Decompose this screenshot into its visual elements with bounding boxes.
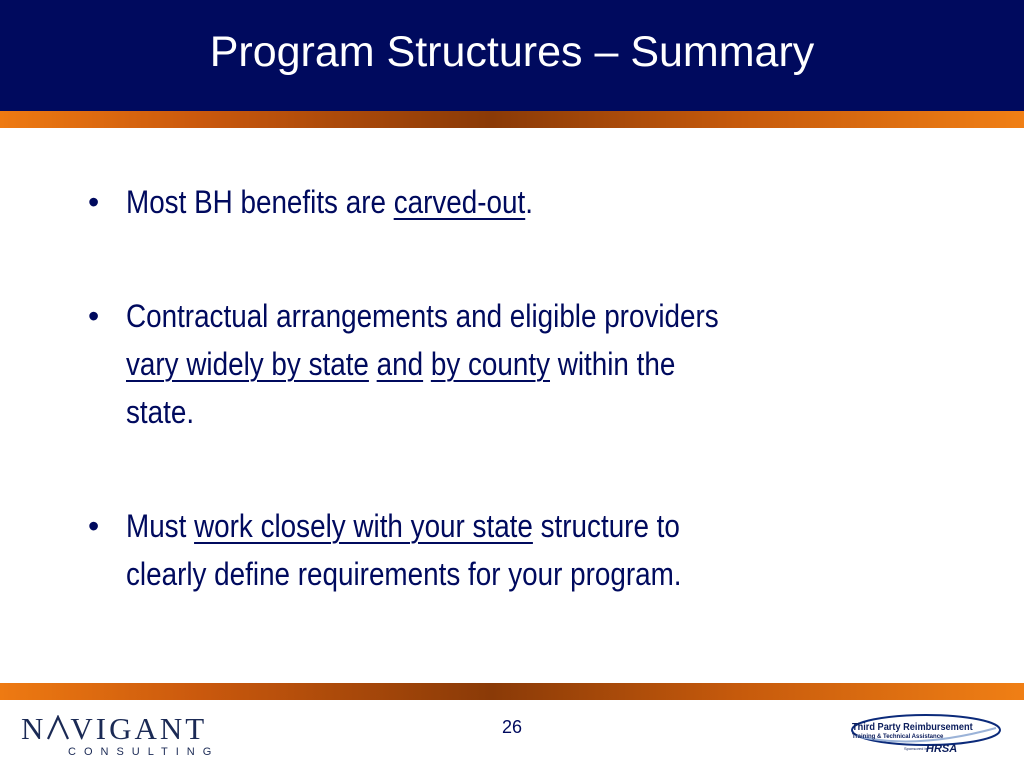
bullet-item-work-closely: [88, 502, 948, 598]
page-number: 26: [501, 717, 523, 737]
underlined-text: by county: [430, 346, 551, 382]
bullet-text: Most BH benefits are: [126, 184, 394, 220]
bullet-text: Must: [126, 508, 195, 544]
bullet-list: [88, 178, 948, 598]
hrsa-logo: HRSA: [926, 743, 958, 755]
bullet-marker: •: [88, 508, 100, 544]
third-party-reimbursement-logo: [846, 710, 1002, 762]
underlined-text: and: [376, 346, 424, 382]
logo-subtitle: CONSULTING: [68, 746, 220, 758]
top-orange-stripe: [0, 111, 1024, 128]
bullet-text: structure to: [532, 508, 680, 544]
bottom-orange-stripe: [0, 683, 1024, 700]
bullet-item-carved-out: [88, 178, 948, 226]
bullet-marker: •: [88, 298, 100, 334]
underlined-text: vary widely by state: [126, 346, 369, 382]
bullet-text-line: Contractual arrangements and eligible providers: [126, 298, 719, 334]
bullet-marker: •: [88, 184, 100, 220]
underlined-text: work closely with your state: [194, 508, 533, 544]
logo-line2: Training & Technical Assistance: [852, 734, 944, 740]
logo-line1: Third Party Reimbursement: [852, 722, 973, 733]
bullet-text: [369, 346, 377, 382]
bullet-text: .: [525, 184, 533, 220]
slide-title: Program Structures – Summary: [209, 28, 815, 76]
bullet-text-line: clearly define requirements for your program.: [126, 556, 682, 592]
underlined-text: carved-out: [393, 184, 526, 220]
title-bar: [0, 0, 1024, 111]
bullet-text: within the: [550, 346, 676, 382]
bullet-item-contractual: [88, 292, 948, 436]
logo-sponsored: Sponsored by: [904, 746, 929, 751]
logo-text: VIGANT: [70, 711, 208, 746]
logo-text: N: [21, 711, 47, 746]
bullet-text-line: state.: [126, 394, 195, 430]
